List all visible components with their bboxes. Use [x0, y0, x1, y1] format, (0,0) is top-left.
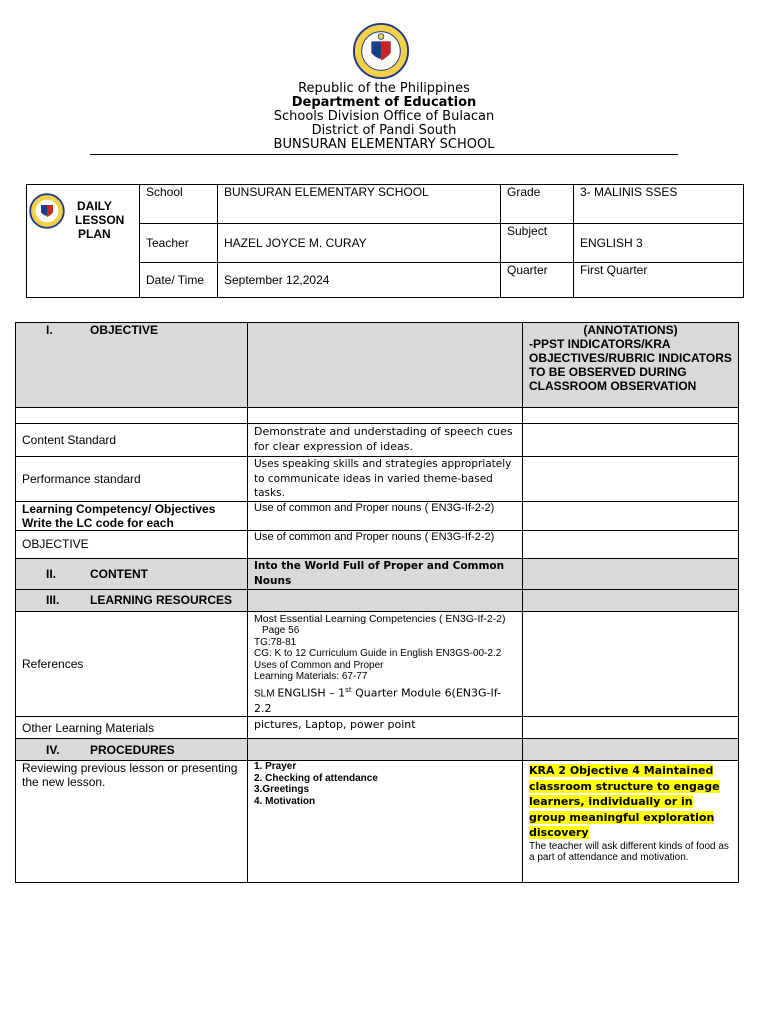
date-label: Date/ Time — [140, 263, 218, 298]
learning-resources-title: III. LEARNING RESOURCES — [16, 589, 248, 611]
header-department: Department of Education — [291, 95, 477, 110]
objective-section-title: I. OBJECTIVE — [16, 323, 248, 408]
kra-annotation — [523, 761, 739, 883]
other-materials-label: Other Learning Materials — [16, 717, 248, 739]
lesson-info-table — [26, 184, 744, 298]
kra-note: The teacher will ask different kinds of food as a part of attendance and motivation. — [529, 840, 729, 864]
references-label: References — [16, 611, 248, 717]
procedures-section-row — [16, 739, 739, 761]
performance-standard-row — [16, 457, 739, 502]
references-row — [16, 611, 739, 717]
school-value: BUNSURAN ELEMENTARY SCHOOL — [218, 185, 501, 224]
school-label: School — [140, 185, 218, 224]
learning-competency-value: Use of common and Proper nouns ( EN3G-If-2-2) — [248, 501, 523, 530]
header-divider — [90, 154, 678, 155]
objective-header-row — [16, 323, 739, 408]
learning-competency-row — [16, 501, 739, 530]
other-materials-value: pictures, Laptop, power point — [248, 717, 523, 739]
dlp-title: DAILY LESSON PLAN — [75, 199, 125, 241]
grade-label: Grade — [501, 185, 574, 224]
objective-row-label: OBJECTIVE — [16, 530, 248, 558]
review-row — [16, 761, 739, 883]
review-label: Reviewing previous lesson or presenting the new lesson. — [16, 761, 248, 883]
deped-seal-logo — [352, 22, 410, 80]
teacher-value: HAZEL JOYCE M. CURAY — [218, 224, 501, 263]
lesson-plan-table — [15, 322, 739, 883]
step-item: 2. Checking of attendance — [254, 772, 378, 784]
content-section-row — [16, 558, 739, 589]
objective-row — [16, 530, 739, 558]
performance-standard-label: Performance standard — [16, 457, 248, 502]
content-standard-label: Content Standard — [16, 424, 248, 457]
other-materials-row — [16, 717, 739, 739]
quarter-label: Quarter — [501, 263, 574, 298]
content-section-title: II. CONTENT — [16, 558, 248, 589]
procedures-section-title: IV. PROCEDURES — [16, 739, 248, 761]
header-division: Schools Division Office of Bulacan — [273, 109, 495, 124]
learning-resources-row — [16, 589, 739, 611]
subject-value: ENGLISH 3 — [574, 224, 744, 263]
header-district: District of Pandi South — [311, 123, 457, 138]
annotations-header: (ANNOTATIONS) -PPST INDICATORS/KRA OBJECTIVES/RUBRIC INDICATORS TO BE OBSERVED DURING CLASSROOM OBSERVATION — [523, 323, 739, 408]
deped-small-seal-logo — [29, 193, 65, 229]
content-standard-value: Demonstrate and understading of speech cues for clear expression of ideas. — [248, 424, 523, 457]
date-value: September 12,2024 — [218, 263, 501, 298]
blank-row — [16, 408, 739, 424]
step-item: 3.Greetings — [254, 784, 310, 796]
learning-competency-label: Learning Competency/ Objectives Write the LC code for each — [16, 501, 248, 530]
procedure-steps — [248, 761, 523, 883]
objective-row-value: Use of common and Proper nouns ( EN3G-If-2-2) — [248, 530, 523, 558]
header-school: BUNSURAN ELEMENTARY SCHOOL — [273, 137, 495, 152]
step-item: 4. Motivation — [254, 795, 316, 807]
performance-standard-value: Uses speaking skills and strategies appropriately to communicate ideas in varied theme-based tasks. — [248, 457, 523, 502]
subject-label: Subject — [501, 224, 574, 263]
step-item: 1. Prayer — [254, 761, 297, 773]
header-republic: Republic of the Philippines — [298, 81, 470, 96]
kra-highlight: KRA 2 Objective 4 Maintained classroom structure to engage learners, individually or in group meaningful exploration discovery — [529, 764, 720, 840]
references-value: Most Essential Learning Competencies ( EN3G-If-2-2) Page 56 TG:78-81 CG: K to 12 Curriculum Guide in English EN3GS-00-2.2 Uses of Common and Proper Learning Materials: 67-77 SLM ENGLISH – 1st Quarter Module 6(EN3G-If-2.2 — [248, 611, 523, 717]
dlp-cell — [27, 185, 140, 298]
quarter-value: First Quarter — [574, 263, 744, 298]
teacher-label: Teacher — [140, 224, 218, 263]
content-value: Into the World Full of Proper and Common Nouns — [248, 558, 523, 589]
content-standard-row — [16, 424, 739, 457]
grade-value: 3- MALINIS SSES — [574, 185, 744, 224]
